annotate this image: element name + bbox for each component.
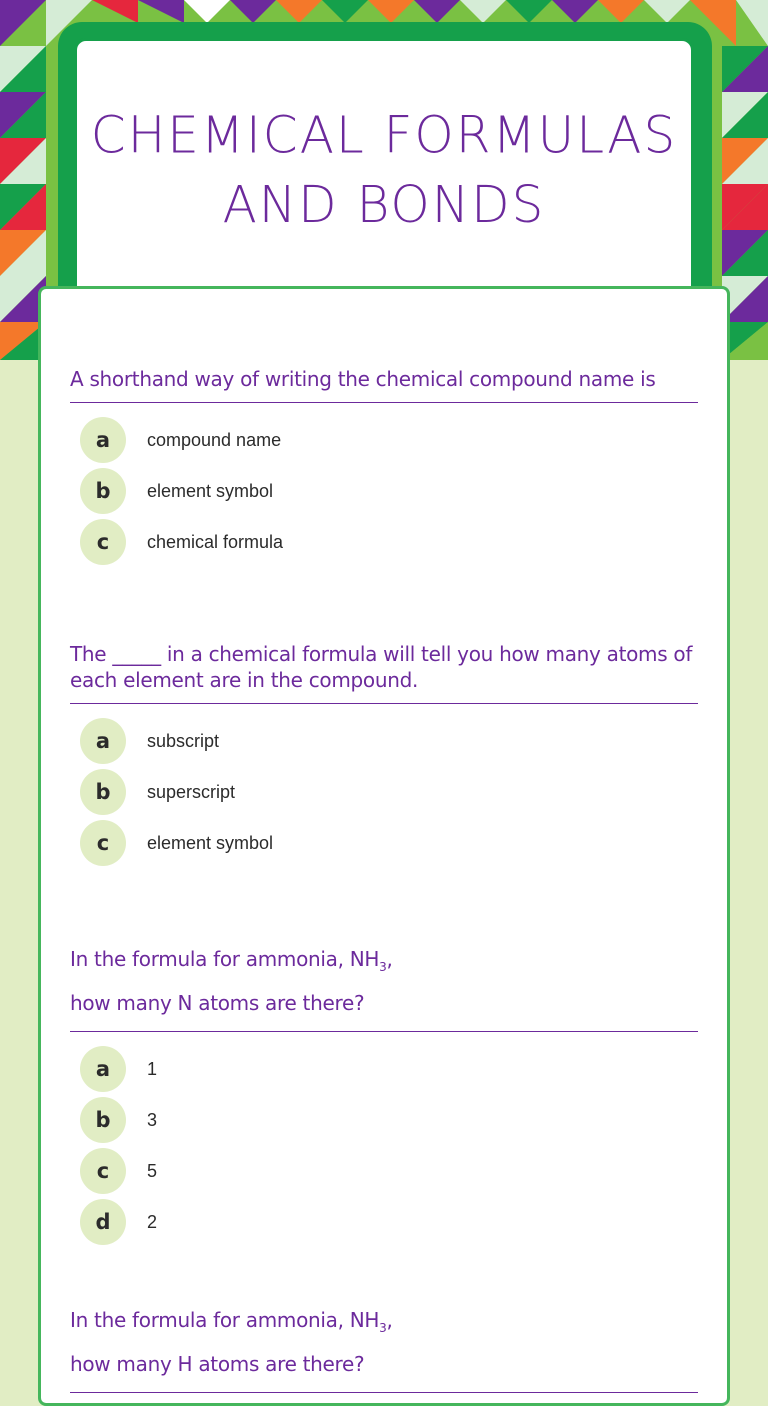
choice-label: 5 [147, 1160, 158, 1181]
choice-letter: c [80, 519, 126, 565]
choice-label: 3 [147, 1109, 158, 1130]
question-1-text: A shorthand way of writing the chemical compound name is [70, 366, 698, 403]
question-3-text-line2: how many N atoms are there? [70, 991, 365, 1015]
choice-label: superscript [147, 781, 236, 802]
choice-2b[interactable] [70, 769, 698, 815]
question-3-text-part: In the formula for ammonia, NH [70, 947, 380, 971]
question-4 [70, 1302, 698, 1393]
choice-label: element symbol [147, 480, 274, 501]
choice-letter: a [80, 718, 126, 764]
choice-letter: d [80, 1199, 126, 1245]
choice-letter: a [80, 417, 126, 463]
subscript-4: 3 [379, 1321, 387, 1335]
choice-2a[interactable] [70, 718, 698, 764]
question-3-text [70, 941, 698, 1032]
question-1-choices [70, 417, 698, 565]
choice-3d[interactable] [70, 1199, 698, 1245]
subscript-3: 3 [379, 960, 387, 974]
choice-label: element symbol [147, 832, 274, 853]
choice-1b[interactable] [70, 468, 698, 514]
choice-label: 2 [147, 1211, 158, 1232]
question-3-choices [70, 1046, 698, 1245]
choice-letter: c [80, 1148, 126, 1194]
choice-3c[interactable] [70, 1148, 698, 1194]
question-4-text-part: In the formula for ammonia, NH [70, 1308, 380, 1332]
question-4-text [70, 1302, 698, 1393]
choice-letter: b [80, 468, 126, 514]
choice-1c[interactable] [70, 519, 698, 565]
question-1 [70, 366, 698, 570]
choice-letter: b [80, 1097, 126, 1143]
choice-3b[interactable] [70, 1097, 698, 1143]
choice-letter: a [80, 1046, 126, 1092]
question-2 [70, 641, 698, 871]
question-3-text-part: , [386, 947, 393, 971]
choice-3a[interactable] [70, 1046, 698, 1092]
question-4-text-line2: how many H atoms are there? [70, 1352, 365, 1376]
question-2-text: The _____ in a chemical formula will tell you how many atoms of each element are in the compound. [70, 641, 698, 704]
choice-letter: b [80, 769, 126, 815]
choice-1a[interactable] [70, 417, 698, 463]
choice-label: compound name [147, 429, 282, 450]
choice-letter: c [80, 820, 126, 866]
question-3 [70, 941, 698, 1250]
choice-2c[interactable] [70, 820, 698, 866]
choice-label: chemical formula [147, 531, 284, 552]
question-4-text-part: , [386, 1308, 393, 1332]
choice-label: 1 [147, 1058, 158, 1079]
choice-label: subscript [147, 730, 220, 751]
worksheet-title: CHEMICAL FORMULAS AND BONDS [90, 105, 678, 235]
question-2-choices [70, 718, 698, 866]
